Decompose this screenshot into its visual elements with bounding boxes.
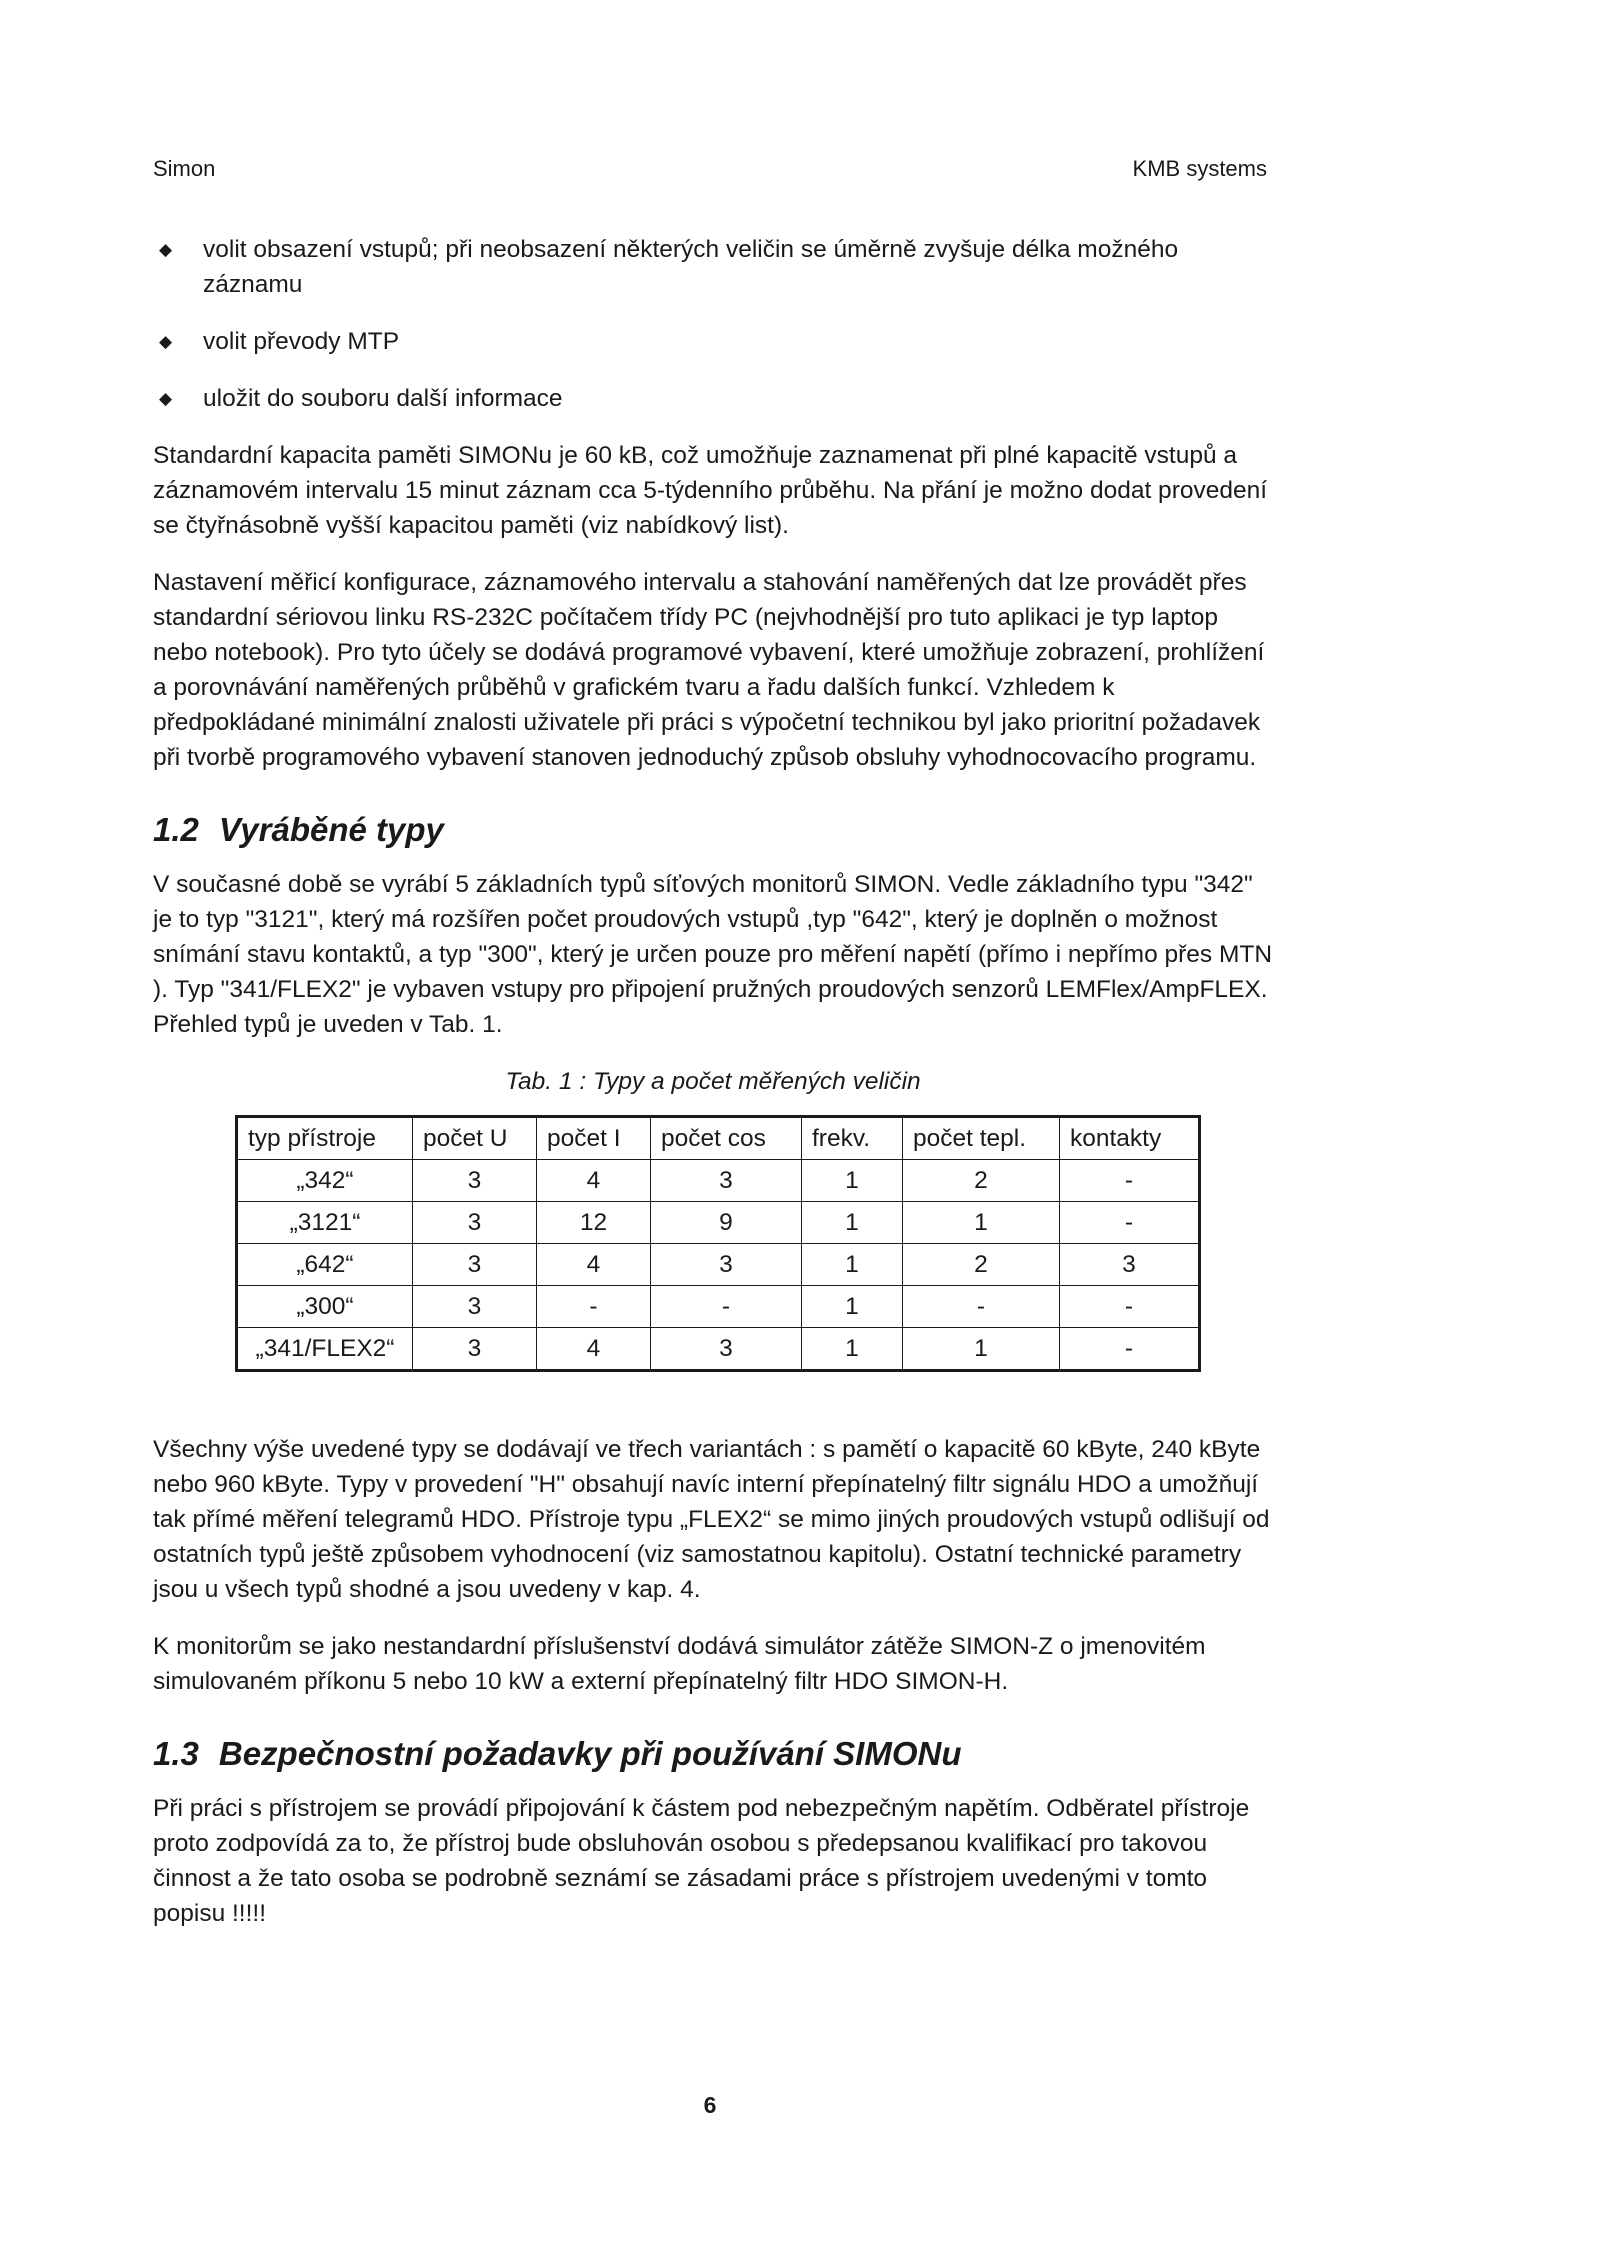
table-row — [237, 1328, 1200, 1371]
page-content — [153, 232, 1273, 1953]
column-header: počet U — [413, 1117, 537, 1160]
table-row — [237, 1286, 1200, 1328]
table-cell: 4 — [537, 1244, 651, 1286]
section-heading-1-3 — [153, 1733, 1273, 1775]
diamond-bullet-icon: ◆ — [159, 389, 173, 408]
column-header: frekv. — [802, 1117, 903, 1160]
table-cell: 1 — [802, 1160, 903, 1202]
table-row — [237, 1244, 1200, 1286]
table-cell: 2 — [903, 1244, 1060, 1286]
table-row — [237, 1202, 1200, 1244]
table-cell: 3 — [651, 1328, 802, 1371]
section-number: 1.3 — [153, 1735, 199, 1772]
section-title: Vyráběné typy — [218, 811, 444, 848]
table-header-row — [237, 1117, 1200, 1160]
table-cell: 3 — [1060, 1244, 1200, 1286]
table-cell: „642“ — [237, 1244, 413, 1286]
accessories-paragraph: K monitorům se jako nestandardní příslušenství dodává simulátor zátěže SIMON-Z o jmenovitém simulovaném příkonu 5 nebo 10 kW a externí přepínatelný filtr HDO SIMON-H. — [153, 1633, 1206, 1695]
page-number: 6 — [703, 2092, 717, 2118]
table-cell: „342“ — [237, 1160, 413, 1202]
table-cell: 3 — [413, 1160, 537, 1202]
table-cell: 1 — [802, 1202, 903, 1244]
table-row — [237, 1160, 1200, 1202]
section-title: Bezpečnostní požadavky při používání SIMONu — [218, 1735, 962, 1772]
configuration-paragraph: Nastavení měřicí konfigurace, záznamového intervalu a stahování naměřených dat lze provádět přes standardní sériovou linku RS-232C počítačem třídy PC (nejvhodnější pro tuto aplikaci je typ laptop nebo notebook). Pro tyto účely se dodává programové vybavení, které umožňuje zobrazení, prohlížení a porovnávání naměřených průběhů v grafickém tvaru a řadu dalších funkcí. Vzhledem k předpokládané minimální znalosti uživatele při práci s výpočetní technikou byl jako prioritní požadavek při tvorbě programového vybavení stanoven jednoduchý způsob obsluhy vyhodnocovacího programu. — [153, 569, 1265, 771]
table-cell: 1 — [903, 1328, 1060, 1371]
table-cell: 1 — [802, 1244, 903, 1286]
table-cell: - — [1060, 1160, 1200, 1202]
table-cell: 3 — [651, 1160, 802, 1202]
table-cell: 3 — [651, 1244, 802, 1286]
list-item — [153, 381, 1273, 416]
table-cell: - — [1060, 1286, 1200, 1328]
table-cell: - — [1060, 1328, 1200, 1371]
table-cell: - — [1060, 1202, 1200, 1244]
device-types-table — [235, 1115, 1201, 1372]
bullet-list — [153, 232, 1273, 416]
column-header: kontakty — [1060, 1117, 1200, 1160]
list-item — [153, 232, 1273, 302]
table-cell: 12 — [537, 1202, 651, 1244]
section-number: 1.2 — [153, 811, 199, 848]
header-left-title: Simon — [153, 156, 216, 181]
diamond-bullet-icon: ◆ — [159, 240, 173, 259]
safety-paragraph: Při práci s přístrojem se provádí připojování k částem pod nebezpečným napětím. Odběratel přístroje proto zodpovídá za to, že přístroj bude obsluhován osobou s předepsanou kvalifikací pro takovou činnost a že tato osoba se podrobně seznámí se zásadami práce s přístrojem uvedenými v tomto popisu !!!!! — [153, 1795, 1250, 1927]
header-right-company: KMB systems — [1132, 156, 1267, 181]
list-item — [153, 324, 1273, 359]
memory-capacity-paragraph: Standardní kapacita paměti SIMONu je 60 kB, což umožňuje zaznamenat při plné kapacitě vstupů a záznamovém intervalu 15 minut záznam cca 5-týdenního průběhu. Na přání je možno dodat provedení se čtyřnásobně vyšší kapacitou paměti (viz nabídkový list). — [153, 442, 1268, 539]
table-cell: 4 — [537, 1328, 651, 1371]
bullet-text: uložit do souboru další informace — [203, 385, 563, 412]
table-cell: „341/FLEX2“ — [237, 1328, 413, 1371]
table-cell: - — [903, 1286, 1060, 1328]
bullet-text: volit obsazení vstupů; při neobsazení některých veličin se úměrně zvyšuje délka možného záznamu — [203, 236, 1179, 298]
table-cell: 4 — [537, 1160, 651, 1202]
table-caption: Tab. 1 : Typy a počet měřených veličin — [505, 1068, 921, 1095]
table-cell: 2 — [903, 1160, 1060, 1202]
bullet-text: volit převody MTP — [203, 328, 400, 355]
diamond-bullet-icon: ◆ — [159, 332, 173, 351]
table-cell: „300“ — [237, 1286, 413, 1328]
table-cell: „3121“ — [237, 1202, 413, 1244]
variants-paragraph: Všechny výše uvedené typy se dodávají ve třech variantách : s pamětí o kapacitě 60 kByte, 240 kByte nebo 960 kByte. Typy v provedení "H" obsahují navíc interní přepínatelný filtr signálu HDO a umožňují tak přímé měření telegramů HDO. Přístroje typu „FLEX2“ se mimo jiných proudových vstupů odlišují od ostatních typů ještě způsobem vyhodnocení (viz samostatnou kapitolu). Ostatní technické parametry jsou u všech typů shodné a jsou uvedeny v kap. 4. — [153, 1436, 1270, 1603]
column-header: počet I — [537, 1117, 651, 1160]
table-cell: - — [651, 1286, 802, 1328]
column-header: počet cos — [651, 1117, 802, 1160]
section-heading-1-2 — [153, 809, 1273, 851]
column-header: počet tepl. — [903, 1117, 1060, 1160]
table-cell: - — [537, 1286, 651, 1328]
table-cell: 3 — [413, 1202, 537, 1244]
column-header: typ přístroje — [237, 1117, 413, 1160]
table-cell: 1 — [802, 1328, 903, 1371]
table-cell: 1 — [802, 1286, 903, 1328]
table-cell: 9 — [651, 1202, 802, 1244]
table-cell: 3 — [413, 1328, 537, 1371]
table-cell: 3 — [413, 1244, 537, 1286]
types-intro-paragraph: V současné době se vyrábí 5 základních typů síťových monitorů SIMON. Vedle základního typu "342" je to typ "3121", který má rozšířen počet proudových vstupů ,typ "642", který je doplněn o možnost snímání stavu kontaktů, a typ "300", který je určen pouze pro měření napětí (přímo i nepřímo přes MTN ). Typ "341/FLEX2" je vybaven vstupy pro připojení pružných proudových senzorů LEMFlex/AmpFLEX. Přehled typů je uveden v Tab. 1. — [153, 871, 1273, 1038]
table-cell: 1 — [903, 1202, 1060, 1244]
table-cell: 3 — [413, 1286, 537, 1328]
